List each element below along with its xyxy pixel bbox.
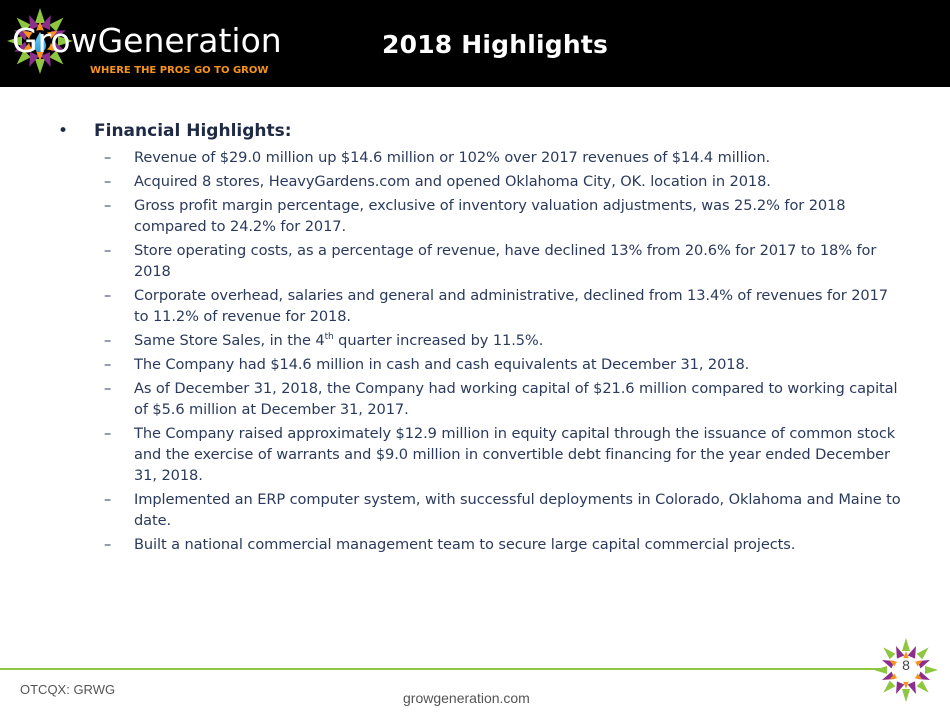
list-item-text: The Company raised approximately $12.9 million in equity capital through the issuance of common stock and the exercise of warrants and $9.0 million in convertible debt financing for the year ended December 31, 2018. (134, 425, 896, 484)
section-heading (56, 117, 901, 147)
list-item: – The Company raised approximately $12.9 million in equity capital through the issuance of common stock and the exercise of warrants and $9.0 million in convertible debt financing for the year ended December 31, 2018. (104, 425, 896, 484)
slide-header (0, 0, 950, 87)
bullet-dot: • (58, 121, 69, 141)
list-item: – The Company had $14.6 million in cash and cash equivalents at December 31, 2018. (104, 356, 750, 373)
list-item: – Acquired 8 stores, HeavyGardens.com and opened Oklahoma City, OK. location in 2018. (104, 173, 771, 190)
list-item: – Built a national commercial management team to secure large capital commercial projects. (104, 536, 796, 553)
logo-tagline-text: WHERE THE PROS GO TO GROW (90, 65, 269, 76)
list-item-text: Implemented an ERP computer system, with successful deployments in Colorado, Oklahoma and Maine to date. (134, 491, 901, 529)
website-url: growgeneration.com (403, 690, 530, 706)
section-title: Financial Highlights: (94, 121, 292, 141)
page-number-badge (872, 636, 940, 704)
list-item-text: Acquired 8 stores, HeavyGardens.com and opened Oklahoma City, OK. location in 2018. (134, 173, 771, 190)
logo-brand-text: GrowGeneration (12, 21, 282, 60)
list-item: – Same Store Sales, in the 4th quarter increased by 11.5%. (104, 332, 544, 349)
footer-divider (0, 668, 880, 670)
list-item-text: Built a national commercial management team to secure large capital commercial projects. (134, 536, 796, 553)
list-item-text: Same Store Sales, in the 4 (134, 332, 325, 349)
list-item: – Gross profit margin percentage, exclusive of inventory valuation adjustments, was 25.2% for 2018 compared to 24.2% for 2017. (104, 197, 846, 235)
list-item-text: Corporate overhead, salaries and general and administrative, declined from 13.4% of revenues for 2017 to 11.2% of revenue for 2018. (134, 287, 888, 325)
list-item-text: Store operating costs, as a percentage of revenue, have declined 13% from 20.6% for 2017 to 18% for 2018 (134, 242, 877, 280)
list-item: – As of December 31, 2018, the Company had working capital of $21.6 million compared to working capital of $5.6 million at December 31, 2017. (104, 380, 898, 418)
highlights-content (56, 117, 901, 558)
list-item: – Corporate overhead, salaries and general and administrative, declined from 13.4% of revenues for 2017 to 11.2% of revenue for 2018. (104, 287, 888, 325)
stock-ticker: OTCQX: GRWG (20, 682, 116, 697)
slide-title: 2018 Highlights (382, 30, 609, 59)
list-item: – Revenue of $29.0 million up $14.6 million or 102% over 2017 revenues of $14.4 million. (104, 149, 771, 166)
ordinal-superscript: th (324, 332, 334, 343)
list-item: – Implemented an ERP computer system, with successful deployments in Colorado, Oklahoma and Maine to date. (104, 491, 901, 529)
highlights-list (56, 147, 901, 555)
list-item-text-continued: quarter increased by 11.5%. (333, 332, 544, 349)
list-item-text: Gross profit margin percentage, exclusive of inventory valuation adjustments, was 25.2% for 2018 compared to 24.2% for 2017. (134, 197, 846, 235)
list-item-text: As of December 31, 2018, the Company had working capital of $21.6 million compared to working capital of $5.6 million at December 31, 2017. (134, 380, 898, 418)
list-item-text: The Company had $14.6 million in cash and cash equivalents at December 31, 2018. (134, 356, 750, 373)
growgeneration-logo (6, 6, 296, 82)
list-item-text: Revenue of $29.0 million up $14.6 million or 102% over 2017 revenues of $14.4 million. (134, 149, 771, 166)
list-item: – Store operating costs, as a percentage of revenue, have declined 13% from 20.6% for 2017 to 18% for 2018 (104, 242, 877, 280)
page-number: 8 (902, 657, 910, 673)
